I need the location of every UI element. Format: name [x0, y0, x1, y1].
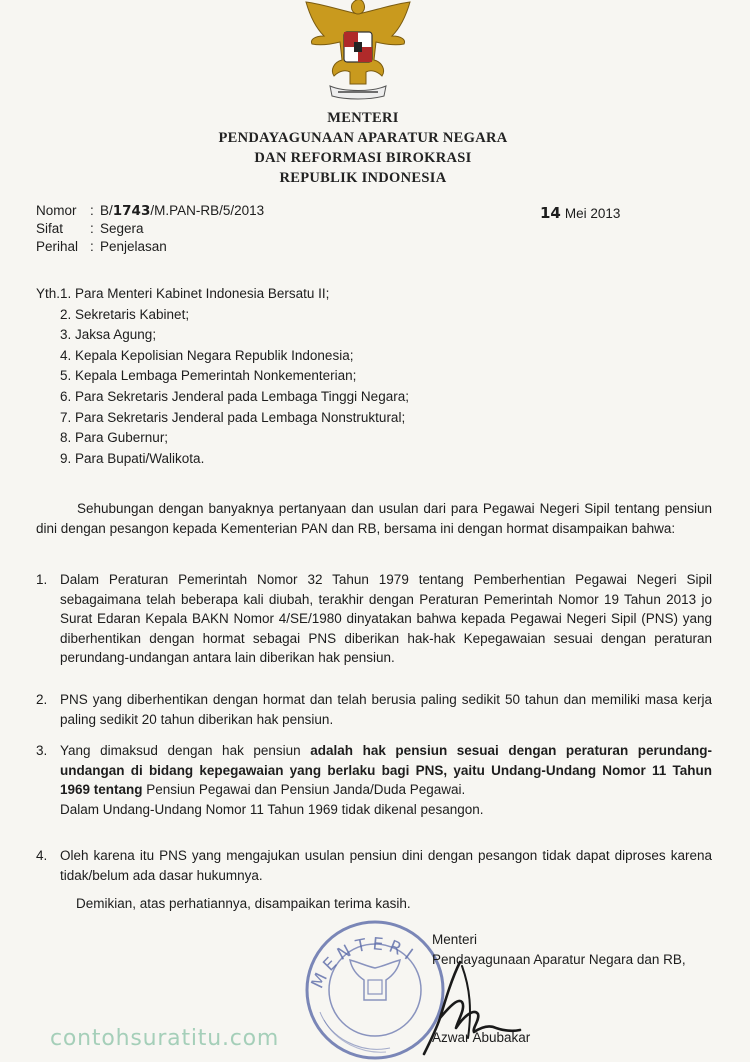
- point-number: 3.: [36, 743, 48, 758]
- perihal-label: Perihal: [36, 239, 79, 254]
- point-3-note: Dalam Undang-Undang Nomor 11 Tahun 1969 tidak dikenal pesangon.: [60, 801, 484, 817]
- sifat-label: Sifat: [36, 221, 64, 236]
- recipient-item: 4. Kepala Kepolisian Negara Republik Indonesia;: [60, 347, 354, 363]
- signer-title-1: Menteri: [432, 932, 478, 947]
- nomor-label: Nomor: [36, 203, 77, 218]
- header-line-3: DAN REFORMASI BIROKRASI: [254, 150, 472, 166]
- point-text: Dalam Peraturan Pemerintah Nomor 32 Tahun 1979 tentang Pemberhentian Pegawai Negeri Sipil sebagaimana telah beberapa kali diubah, terakhir dengan Peraturan Pemerintah Nomor 19 Tahun 2013 jo Surat Edaran Kepala BAKN Nomor 4/SE/1980 dinyatakan bahwa kepada Pegawai Negeri Sipil (PNS) yang diberhentikan dengan hormat sebagai PNS diberikan hak-hak Kepegawaian sesuai dengan peraturan perundang-undangan antara lain diberikan hak pensiun.: [60, 572, 712, 665]
- recipient-item: 8. Para Gubernur;: [60, 430, 169, 446]
- closing-text: Demikian, atas perhatiannya, disampaikan terima kasih.: [76, 896, 411, 911]
- sifat-row: Sifat : Segera: [36, 221, 144, 236]
- stamp-text: MENTERI: [307, 934, 421, 992]
- signer-name: Azwar Abubakar: [432, 1030, 531, 1045]
- point-2: [36, 690, 712, 729]
- yth-label: Yth.: [36, 286, 61, 301]
- recipient-item: 6. Para Sekretaris Jenderal pada Lembaga Tinggi Negara;: [60, 388, 409, 404]
- point-3-bold-text: adalah hak pensiun sesuai dengan peraturan perundang-undangan di bidang kepegawaian yang berlaku bagi PNS, yaitu Undang-Undang Nomor 11 Tahun 1969 tentang: [60, 743, 713, 797]
- nomor-row: Nomor : B/1743/M.PAN-RB/5/2013: [36, 203, 265, 219]
- perihal-row: Perihal : Penjelasan: [36, 239, 167, 254]
- recipient-item: 9. Para Bupati/Walikota.: [60, 450, 205, 466]
- header-line-4: REPUBLIK INDONESIA: [279, 170, 447, 186]
- date-day: 14: [540, 204, 561, 222]
- letter-date: [540, 204, 620, 222]
- signer-title-2: Pendayagunaan Aparatur Negara dan RB,: [432, 952, 686, 967]
- point-3: [36, 741, 712, 819]
- letter-meta: [36, 202, 264, 256]
- point-text: PNS yang diberhentikan dengan hormat dan telah berusia paling sedikit 50 tahun dan memiliki masa kerja paling sedikit 20 tahun diberikan hak pensiun.: [60, 692, 712, 727]
- point-text: Oleh karena itu PNS yang mengajukan usulan pensiun dini dengan pesangon tidak dapat diproses karena tidak/belum ada dasar hukumnya.: [60, 848, 712, 883]
- perihal-value: Penjelasan: [100, 239, 167, 254]
- intro-paragraph: Sehubungan dengan banyaknya pertanyaan dan usulan dari para Pegawai Negeri Sipil tentang pensiun dini dengan pesangon kepada Kementerian PAN dan RB, bersama ini dengan hormat disampaikan bahwa:: [36, 501, 712, 536]
- point-number: 4.: [36, 848, 48, 863]
- point-number: 1.: [36, 572, 48, 587]
- nomor-value: B/1743/M.PAN-RB/5/2013: [100, 203, 265, 219]
- nomor-handwritten: 1743: [112, 203, 151, 219]
- point-1: [36, 570, 712, 668]
- recipient-item: 3. Jaksa Agung;: [60, 327, 157, 343]
- recipient-item: 7. Para Sekretaris Jenderal pada Lembaga Nonstruktural;: [60, 409, 406, 425]
- recipient-item: Yth.1. Para Menteri Kabinet Indonesia Bersatu II;: [36, 284, 409, 305]
- watermark-text: contohsuratitu.com: [50, 1026, 280, 1051]
- header-line-1: MENTERI: [327, 110, 399, 126]
- garuda-emblem-icon: [300, 0, 416, 104]
- point-text: Yang dimaksud dengan hak pensiun adalah hak pensiun sesuai dengan peraturan perundang-undangan di bidang kepegawaian yang berlaku bagi PNS, yaitu Undang-Undang Nomor 11 Tahun 1969 tentang Pensiun Pegawai dan Pensiun Janda/Duda Pegawai.: [60, 743, 713, 797]
- header-line-2: PENDAYAGUNAAN APARATUR NEGARA: [218, 130, 508, 146]
- point-number: 2.: [36, 692, 48, 707]
- recipient-item: 2. Sekretaris Kabinet;: [60, 306, 190, 322]
- letterhead: [150, 108, 576, 188]
- recipient-item: 5. Kepala Lembaga Pemerintah Nonkementerian;: [60, 368, 357, 384]
- date-month-year: Mei 2013: [564, 206, 621, 221]
- recipient-list: [36, 284, 409, 469]
- sifat-value: Segera: [100, 221, 144, 236]
- point-4: [36, 846, 712, 885]
